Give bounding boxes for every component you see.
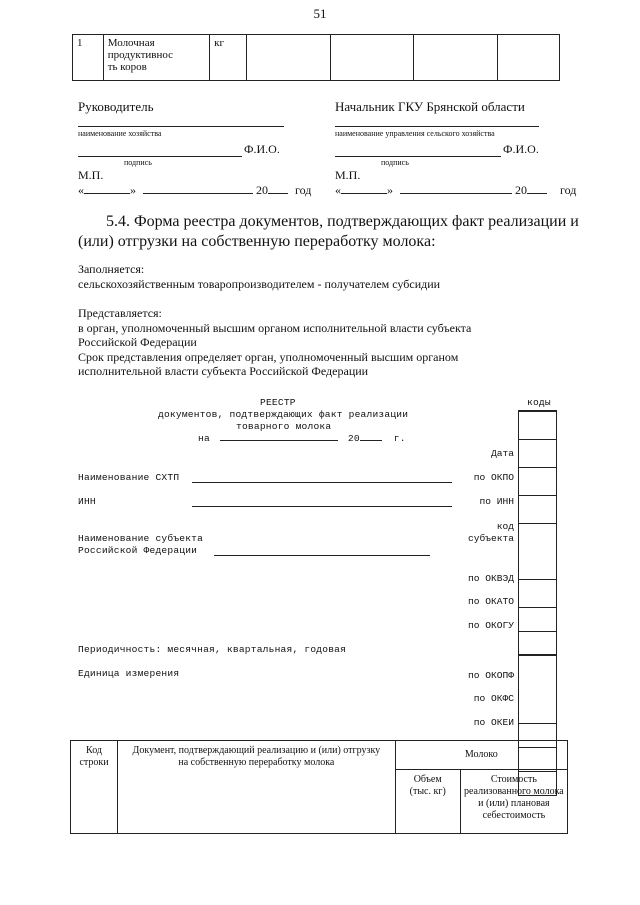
right-date-line: « » 20 год <box>335 183 577 197</box>
code-cell-date <box>519 440 556 468</box>
indicator-table <box>72 34 560 81</box>
registry-title: РЕЕСТР <box>260 397 296 408</box>
okved-label: по ОКВЭД <box>467 573 514 584</box>
right-stamp-mark: М.П. <box>335 168 361 182</box>
col-group-milk: Молоко <box>395 741 567 770</box>
table-cell <box>246 35 330 81</box>
registry-subtitle: документов, подтверждающих факт реализации <box>158 409 409 420</box>
left-fio: Ф.И.О. <box>244 142 280 156</box>
code-cell-subject <box>519 524 556 580</box>
subject-label: Наименование субъекта <box>78 533 204 544</box>
registry-date-line: на 20 г. <box>198 433 406 444</box>
unit-cell: кг <box>210 35 247 81</box>
subject-code-label: субъекта <box>467 533 514 544</box>
okogu-label: по ОКОГУ <box>467 620 514 631</box>
subject-label: Российской Федерации <box>78 545 198 556</box>
periodicity: Периодичность: месячная, квартальная, годовая <box>78 644 347 655</box>
left-signature-title: Руководитель <box>78 99 154 114</box>
codes-column <box>518 410 557 796</box>
left-stamp-mark: М.П. <box>78 168 104 182</box>
left-signature-caption: наименование хозяйства <box>78 129 162 138</box>
section-heading-line2: (или) отгрузки на собственную переработку молока: <box>78 233 436 250</box>
table-cell <box>497 35 559 81</box>
inn-label: ИНН <box>78 496 96 507</box>
code-cell-inn <box>519 496 556 524</box>
date-code-label: Дата <box>490 448 514 459</box>
code-cell-okved <box>519 580 556 608</box>
code-cell-okogu <box>519 632 556 656</box>
right-signature-title: Начальник ГКУ Брянской области <box>335 99 525 114</box>
col-header-volume: Объем (тыс. кг) <box>395 769 460 833</box>
presented-line: Российской Федерации <box>78 335 197 349</box>
codes-label: коды <box>527 397 551 408</box>
code-cell-okato <box>519 608 556 632</box>
col-header-cost: Стоимость реализованного молока и (или) плановая себестоимость <box>460 769 567 833</box>
code-cell <box>519 412 556 440</box>
row-number: 1 <box>73 35 104 81</box>
code-cell-okpo <box>519 468 556 496</box>
right-signature-caption: наименование управления сельского хозяйства <box>335 129 495 138</box>
page-number: 51 <box>313 6 327 21</box>
left-date-line: « » 20 год <box>78 183 312 197</box>
table-cell <box>414 35 498 81</box>
right-sign-caption: подпись <box>381 158 409 167</box>
okato-label: по ОКАТО <box>467 596 514 607</box>
presented-label: Представляется: <box>78 306 162 320</box>
section-heading-line1: 5.4. Форма реестра документов, подтверждающих факт реализации и <box>106 213 579 230</box>
filled-label: Заполняется: <box>78 262 145 276</box>
col-header-code: Код строки <box>71 741 118 834</box>
okei-label: по ОКЕИ <box>473 717 514 728</box>
right-fio: Ф.И.О. <box>503 142 539 156</box>
indicator-name: Молочная продуктивнос ть коров <box>103 35 209 81</box>
okfs-label: по ОКФС <box>473 693 514 704</box>
unit-label: Единица измерения <box>78 668 180 679</box>
col-header-document: Документ, подтверждающий реализацию и (или) отгрузку на собственную переработку молока <box>118 741 396 834</box>
table-cell <box>330 35 414 81</box>
left-sign-caption: подпись <box>124 158 152 167</box>
filled-text: сельскохозяйственным товаропроизводителем - получателем субсидии <box>78 277 441 291</box>
presented-line: в орган, уполномоченный высшим органом исполнительной власти субъекта <box>78 321 472 335</box>
okopf-label: по ОКОПФ <box>467 670 514 681</box>
code-cell <box>519 656 556 724</box>
presented-line: Срок представления определяет орган, уполномоченный высшим органом <box>78 350 459 364</box>
sxtp-label: Наименование СХТП <box>78 472 180 483</box>
subject-code-label: код <box>496 521 514 532</box>
registry-table <box>70 740 568 834</box>
registry-subtitle: товарного молока <box>236 421 332 432</box>
okpo-label: по ОКПО <box>473 472 514 483</box>
po-inn-label: по ИНН <box>479 496 514 507</box>
presented-line: исполнительной власти субъекта Российской Федерации <box>78 364 369 378</box>
